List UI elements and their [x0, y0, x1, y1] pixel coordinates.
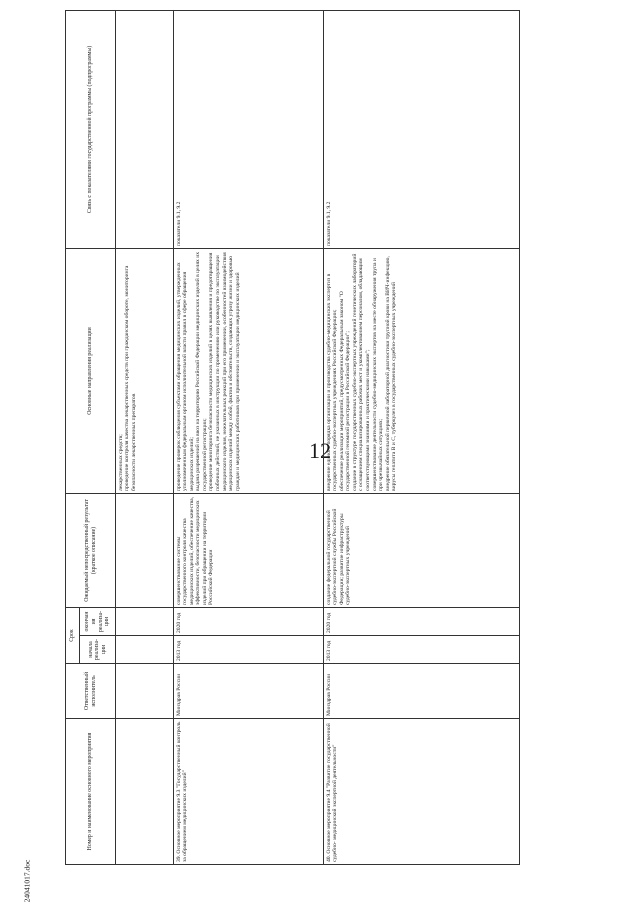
direction-item: лекарственных средств;	[117, 434, 124, 491]
row-directions	[324, 248, 520, 493]
program-measures-table	[65, 10, 520, 865]
footer-doc-code-text: 24041017.doc	[22, 859, 32, 903]
direction-item: проведение проверок соблюдения субъектами обращения медицинских изделий, утвержденных уполномоченным федеральным органом исполнительной власти правил в сфере обращения медицинских изделий;	[175, 262, 195, 491]
row-start: 2013 год	[174, 636, 324, 664]
row-directions	[116, 248, 174, 493]
row-start: 2013 год	[324, 636, 520, 664]
row-result: создание федеральной государственной судебно-экспертной службы Российской Федерации; развитие инфраструктуры судебно-экспертных учреждений	[324, 493, 520, 607]
row-directions	[174, 248, 324, 493]
direction-item: внедрение обязательной первичной лабораторной диагностики трупной крови на ВИЧ-инфекцию, вирусы гепатита В и С, туберкулез в государственных судебно-экспертных учреждений	[384, 256, 398, 491]
direction-item: проведение контроля качества лекарственных средств при гражданском обороте, мониторинга безопасности лекарственных препаратов	[124, 265, 137, 491]
row-link: показатели 9.1, 9.2	[174, 10, 324, 248]
header-end: окончания реализа-ции	[80, 607, 116, 635]
row-start	[116, 636, 174, 664]
row-name	[116, 719, 174, 865]
row-num: 39.	[175, 855, 182, 862]
row-title: Основное мероприятие 9.4 "Развитие государственной судебно- медицинской экспертной деятельности"	[325, 723, 339, 862]
row-end: 2020 год	[174, 607, 324, 635]
row-num: 40.	[325, 855, 332, 862]
direction-item: выдача разрешений на ввоз на территорию Российской Федерации медицинских изделий в целях их государственной регистрации;	[195, 251, 208, 491]
direction-item: проведение мониторинга безопасности медицинских изделий в целях выявления и предотвращения побочных действий, не указанных в инструкции по применению или руководстве по эксплуатации медицинского изделия, нежелательных реакций при его применении, особенностей взаимодействия медицинских изделий между собой, фактов и обстоятельств, создающих угрозу жизни и здоровью граждан и медицинских работников при применении и эксплуатации медицинских изделий	[208, 252, 241, 491]
row-executor: Минздрав России	[324, 664, 520, 719]
page-number: 12	[309, 438, 331, 463]
header-num-name: Номер и наименование основного мероприятия	[66, 719, 116, 865]
direction-item: совершенствование деятельности судебно-медицинских экспертов на месте обнаружения трупа и при чрезвычайных ситуациях;	[371, 258, 385, 491]
row-end: 2020 год	[324, 607, 520, 635]
table-row	[174, 10, 324, 864]
row-result	[116, 493, 174, 607]
direction-item: обеспечение реализации мероприятий, предусмотренных Федеральным законом "О государственной геномной регистрации в Российской Федерации";	[338, 291, 352, 491]
row-executor: Минздрав России	[174, 664, 324, 719]
row-link: показатели 9.1, 9.2	[324, 10, 520, 248]
row-name	[324, 719, 520, 865]
row-name	[174, 719, 324, 865]
row-executor	[116, 664, 174, 719]
header-term: Срок	[66, 607, 80, 663]
row-link	[116, 10, 174, 248]
table-header	[66, 10, 116, 864]
row-end	[116, 607, 174, 635]
header-directions: Основные направления реализации	[66, 248, 116, 493]
table-row	[116, 10, 174, 864]
header-link: Связь с показателями государственной программы (подпрограммы)	[66, 10, 116, 248]
direction-item: создание в структуре государственных судебно-экспертных учреждений генетических лабораторий с оснащением специализированных рабочих мест и укомплектованием персоналом, обладающим соответствующими знаниями и практическими навыками";	[351, 253, 372, 491]
header-start: начала реализа-ции	[80, 636, 116, 664]
row-title: Основное мероприятие 9.3 "Государственный контроль за обращением медицинских изделий"	[175, 721, 189, 862]
header-executor: Ответственный исполнитель	[66, 664, 116, 719]
direction-item: внедрение единого порядка организации и производства судебно-медицинских экспертиз в государственных судебно-экспертных учреждениях Российской Федерации;	[325, 273, 339, 491]
row-result: совершенствование системы государственного контроля качества медицинских изделий, обеспечение качества, эффективности, безопасности медицинских изделий при обращении на территории Российской Федерации	[174, 493, 324, 607]
table-row	[324, 10, 520, 864]
header-result: Ожидаемый непосредственный результат (краткое описание)	[66, 493, 116, 607]
